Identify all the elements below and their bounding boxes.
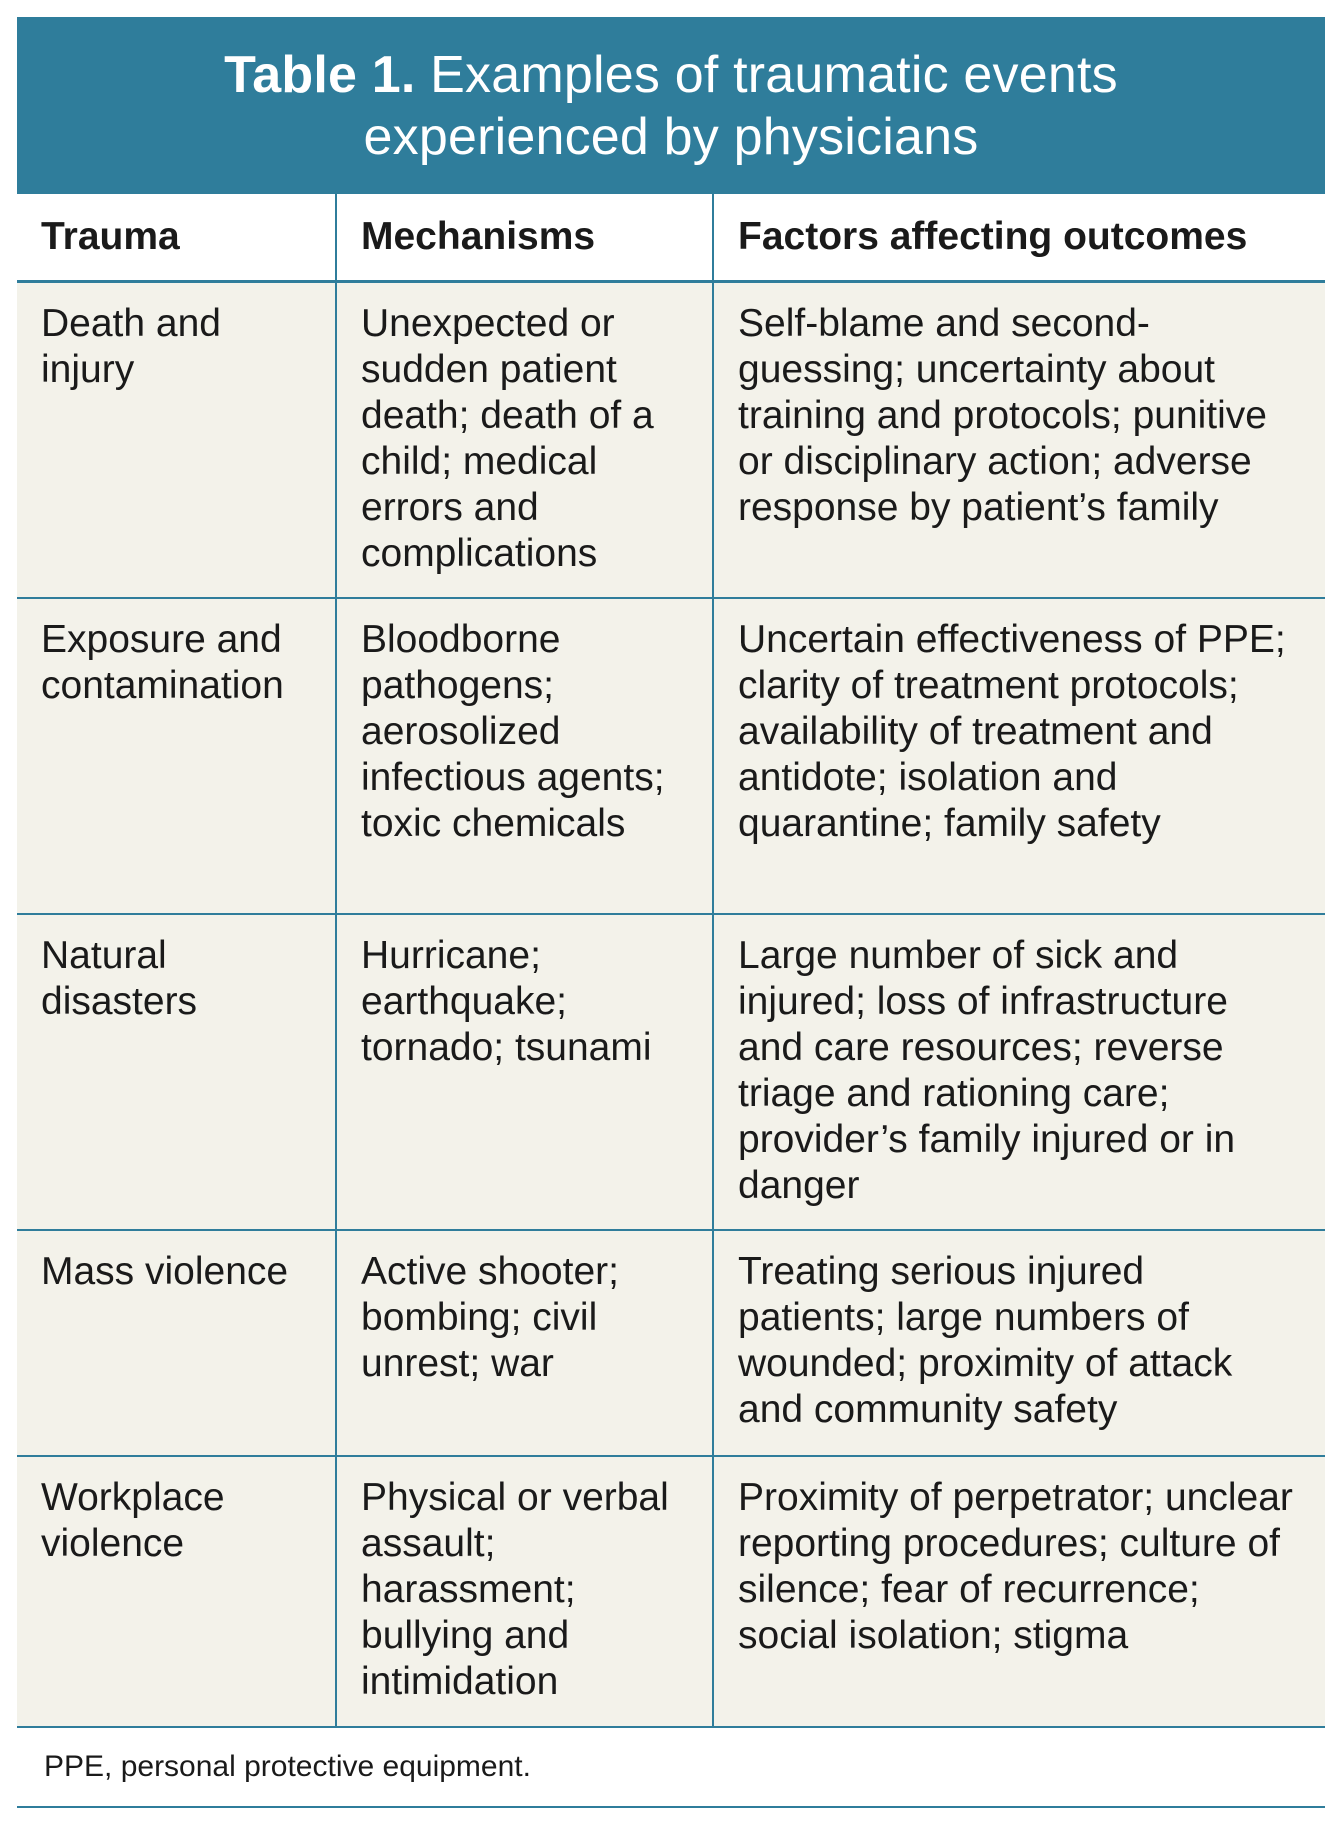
table-row	[17, 281, 1325, 598]
table-title-line-2: experienced by physicians	[363, 107, 979, 166]
table-figure	[17, 17, 1325, 1808]
header-row	[17, 194, 1325, 281]
mechanisms-cell: Physical or verbal assault; harassment; bullying and intimidation	[336, 1456, 713, 1727]
factors-cell: Self-blame and second-guessing; uncertainty about training and protocols; punitive or disciplinary action; adverse response by patient’s family	[713, 281, 1325, 598]
table-footnote: PPE, personal protective equipment.	[17, 1728, 1325, 1808]
data-table	[17, 194, 1325, 1728]
trauma-cell: Death and injury	[17, 281, 336, 598]
mechanisms-cell: Active shooter; bombing; civil unrest; war	[336, 1230, 713, 1456]
column-header-mechanisms: Mechanisms	[336, 194, 713, 281]
mechanisms-cell: Unexpected or sudden patient death; death of a child; medical errors and complications	[336, 281, 713, 598]
column-header-trauma: Trauma	[17, 194, 336, 281]
factors-cell: Proximity of perpetrator; unclear reporting procedures; culture of silence; fear of recurrence; social isolation; stigma	[713, 1456, 1325, 1727]
mechanisms-cell: Bloodborne pathogens; aerosolized infectious agents; toxic chemicals	[336, 598, 713, 914]
table-number: Table 1.	[224, 45, 416, 104]
factors-cell: Uncertain effectiveness of PPE; clarity of treatment protocols; availability of treatment and antidote; isolation and quarantine; family safety	[713, 598, 1325, 914]
table-row	[17, 598, 1325, 914]
table-title-text-1: Examples of traumatic events	[430, 45, 1118, 104]
table-row	[17, 914, 1325, 1230]
trauma-cell: Mass violence	[17, 1230, 336, 1456]
trauma-cell: Exposure and contamination	[17, 598, 336, 914]
factors-cell: Treating serious injured patients; large numbers of wounded; proximity of attack and community safety	[713, 1230, 1325, 1456]
table-title-line-1	[224, 44, 1118, 106]
trauma-cell: Natural disasters	[17, 914, 336, 1230]
mechanisms-cell: Hurricane; earthquake; tornado; tsunami	[336, 914, 713, 1230]
table-row	[17, 1456, 1325, 1727]
table-title	[17, 17, 1325, 194]
factors-cell: Large number of sick and injured; loss of infrastructure and care resources; reverse triage and rationing care; provider’s family injured or in danger	[713, 914, 1325, 1230]
trauma-cell: Workplace violence	[17, 1456, 336, 1727]
column-header-factors: Factors affecting outcomes	[713, 194, 1325, 281]
table-row	[17, 1230, 1325, 1456]
